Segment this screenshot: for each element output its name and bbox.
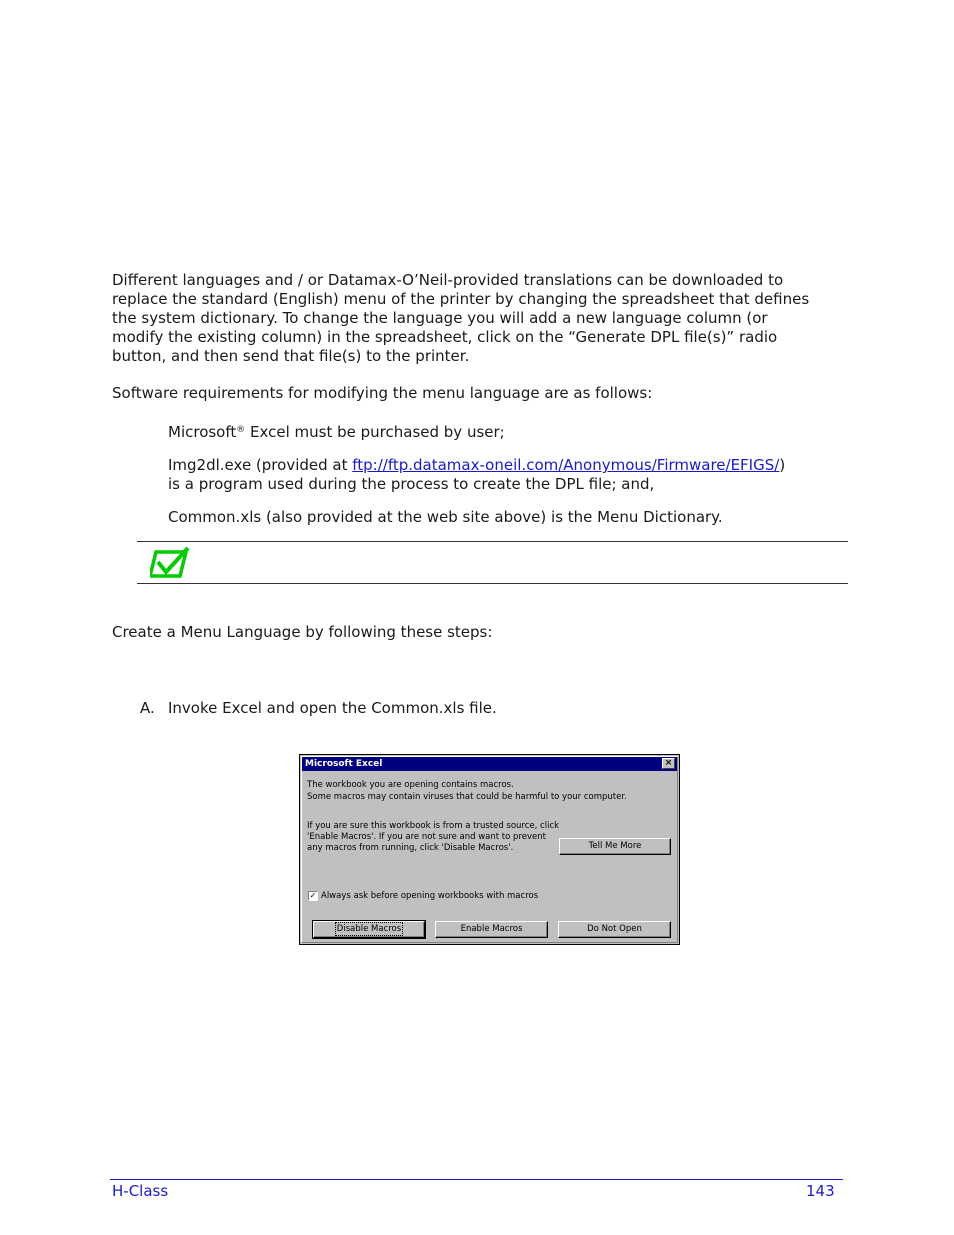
intro-paragraph: [112, 271, 852, 366]
step-text: Invoke Excel and open the Common.xls file.: [168, 699, 497, 717]
button-label: Tell Me More: [588, 841, 642, 851]
macro-warning-dialog: [299, 754, 680, 945]
page-number: 143: [806, 1182, 835, 1200]
footer-product: H-Class: [112, 1182, 169, 1200]
dialog-message: If you are sure this workbook is from a trusted source, click: [307, 821, 560, 831]
close-icon[interactable]: ×: [662, 758, 675, 769]
always-ask-label[interactable]: Always ask before opening workbooks with macros: [321, 891, 539, 901]
step-a: [140, 699, 497, 718]
button-label: Do Not Open: [587, 924, 642, 934]
dialog-titlebar: [302, 757, 677, 771]
ftp-link[interactable]: ftp://ftp.datamax-oneil.com/Anonymous/Firmware/EFIGS/: [352, 456, 780, 474]
requirement-text: Microsoft: [168, 423, 237, 441]
requirement-common-xls: Common.xls (also provided at the web site above) is the Menu Dictionary.: [168, 508, 723, 526]
dialog-message: any macros from running, click 'Disable Macros'.: [307, 843, 514, 853]
step-label: A.: [140, 699, 155, 717]
dialog-title: Microsoft Excel: [305, 759, 383, 769]
requirement-text: is a program used during the process to create the DPL file; and,: [168, 475, 655, 493]
intro-line: modify the existing column) in the spreadsheet, click on the “Generate DPL file(s)” radio: [112, 328, 778, 346]
button-label: Enable Macros: [460, 924, 523, 934]
disable-macros-button[interactable]: [313, 921, 425, 938]
requirement-excel: [168, 423, 848, 442]
do-not-open-button[interactable]: [558, 921, 671, 938]
enable-macros-button[interactable]: [435, 921, 548, 938]
registered-mark: ®: [236, 425, 246, 435]
requirement-text: Excel must be purchased by user;: [245, 423, 505, 441]
requirement-text: ): [779, 456, 786, 474]
intro-line: Different languages and / or Datamax-O’Neil-provided translations can be downloaded to: [112, 271, 784, 289]
footer-divider: [110, 1179, 843, 1180]
note-divider-top: [137, 541, 848, 542]
check-note-icon: [150, 546, 194, 580]
tell-me-more-button[interactable]: [559, 838, 671, 855]
dialog-message: 'Enable Macros'. If you are not sure and want to prevent: [307, 832, 546, 842]
note-divider-bottom: [137, 583, 848, 584]
always-ask-checkbox[interactable]: ✓: [309, 891, 317, 900]
requirements-intro: Software requirements for modifying the menu language are as follows:: [112, 384, 653, 402]
steps-intro: Create a Menu Language by following these steps:: [112, 623, 493, 641]
requirement-img2dl: [168, 456, 848, 494]
intro-line: the system dictionary. To change the language you will add a new language column (or: [112, 309, 768, 327]
button-label: Disable Macros: [336, 924, 402, 934]
requirement-text: Img2dl.exe (provided at: [168, 456, 353, 474]
intro-line: replace the standard (English) menu of the printer by changing the spreadsheet that defines: [112, 290, 810, 308]
intro-line: button, and then send that file(s) to the printer.: [112, 347, 470, 365]
dialog-message: The workbook you are opening contains macros.: [307, 780, 514, 790]
dialog-message: Some macros may contain viruses that could be harmful to your computer.: [307, 792, 627, 802]
